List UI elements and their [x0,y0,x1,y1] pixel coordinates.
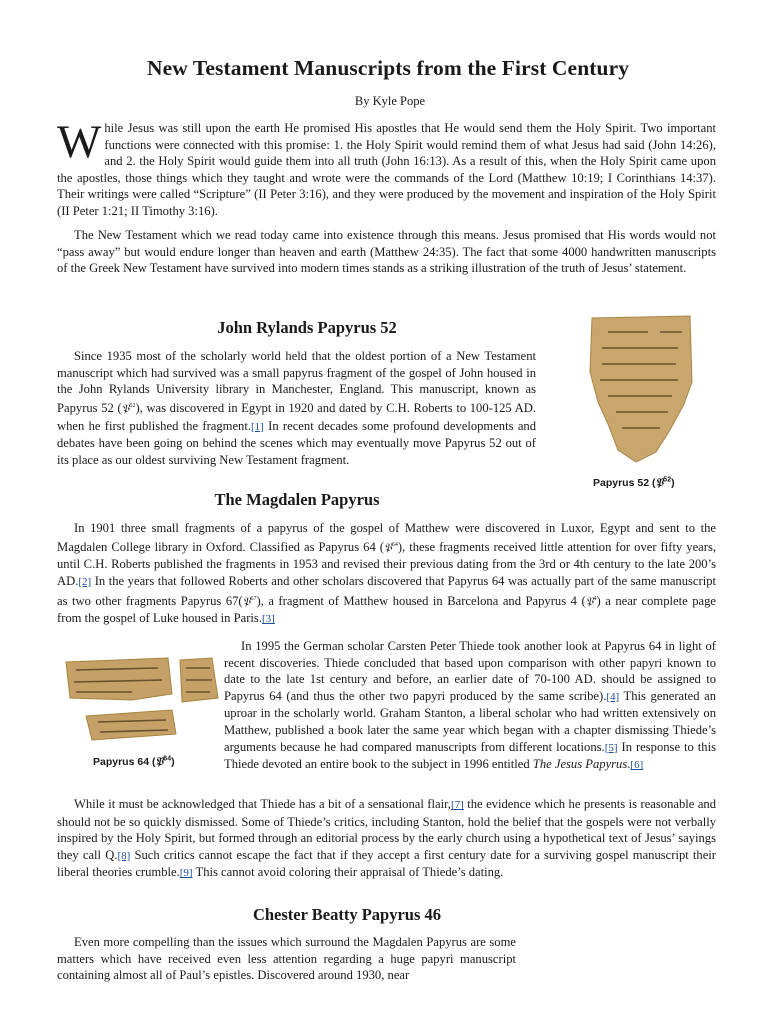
footnote-link-1[interactable]: [1] [250,420,264,433]
rylands-paragraph [57,348,536,468]
magdalen-p2-c: In response to this Thiede devoted an entire book to the subject in 1996 entitled [224,739,716,772]
papyrus-52-caption [593,476,675,490]
magdalen-p3-c: Such critics cannot escape the fact that if they accept a first century date for a surviving gospel manuscript their liberal theories crumble. [57,847,717,880]
magdalen-p1-c: In the years that followed Roberts and other scholars discovered that Papyrus 64 was actually part of the same manuscript as two other fragments Papyrus 67( [57,573,716,608]
footnote-link-7[interactable]: [7] [450,799,464,811]
papyrus-number: 67 [250,595,257,602]
author-byline: By Kyle Pope [354,94,426,108]
footnote-link-3[interactable]: [3] [261,613,275,626]
footnote-link-6[interactable]: [6] [630,759,644,772]
caption-52-number: 52 [663,476,672,484]
papyrus-symbol: 𝔓 [242,594,251,608]
caption-52-text: Papyrus 52 ( [593,477,656,489]
caption-64-symbol: 𝔓 [155,755,164,768]
magdalen-p2-b: This generated an uproar in the scholarly world. Graham Stanton, a liberal scholar who had written extensively on Matthew, published a book later the same year which began with a chapter dismissing Thiede’s arguments because he had compared manuscripts from different locations. [224,688,716,754]
caption-64-text: Papyrus 64 ( [93,756,156,768]
magdalen-p1-e: ) a near complete page from the gospel of Luke housed in Paris. [57,593,716,626]
document-title: New Testament Manuscripts from the First Century [146,56,630,80]
footnote-link-9[interactable]: [9] [179,867,193,880]
magdalen-p3-a: While it must be acknowledged that Thiede has a bit of a sensational flair, [74,797,451,811]
magdalen-p1-a: In 1901 three small fragments of a papyrus of the gospel of Matthew were discovered in Luxor, Egypt and sent to the Magdalen College library in Oxford. Classified as Papyrus 64 ( [57,521,716,554]
section-heading-rylands: John Rylands Papyrus 52 [217,318,397,337]
papyrus-symbol: 𝔓 [383,540,392,554]
papyrus-symbol: 𝔓 [585,594,594,608]
rylands-text-a: Since 1935 most of the scholarly world held that the oldest portion of a New Testament manuscript which had survived was a small papyrus fragment of the gospel of John housed in the John Rylands University library in Manchester, England. This manuscript, known as Papyrus 52 ( [57,349,536,415]
magdalen-p2-d: . [627,757,631,772]
rylands-text-b: ), was discovered in Egypt in 1920 and dated by C.H. Roberts to 100-125 AD. when he first published the fragment. [57,400,536,433]
papyrus-number: 4 [593,595,597,602]
magdalen-paragraph-3 [57,796,716,882]
footnote-link-2[interactable]: [2] [78,575,92,588]
papyrus-64-image [62,654,222,746]
footnote-link-8[interactable]: [8] [117,849,131,862]
intro-paragraph [57,116,716,220]
section-heading-magdalen: The Magdalen Papyrus [214,490,380,509]
magdalen-p3-b: the evidence which he presents is reasonable and should not be so quickly dismissed. Some of Thiede’s critics, including Stanton, hold the belief that the gospels were not verbally inspired by the Holy Spirit, but formed through an editorial process by the early church using a hypothetical text of Jesus’ sayings they call Q. [57,797,717,862]
papyrus-64-caption [93,755,175,769]
book-title: The Jesus Papyrus [532,757,628,772]
caption-64-close: ) [171,756,175,768]
rylands-text-c: In recent decades some profound developments and debates have been going on behind the scenes which may eventually move Papyrus 52 out of its place as our oldest surviving New Testament fragment. [57,418,536,467]
magdalen-p3-d: This cannot avoid coloring their appraisal of Thiede’s dating. [192,865,504,880]
magdalen-paragraph-2 [224,638,716,774]
papyrus-number: 52 [129,402,136,409]
magdalen-p2-a: In 1995 the German scholar Carsten Peter Thiede took another look at Papyrus 64 in light of recent discoveries. Thiede concluded that based upon comparison with other papyri known to date to the late 1st century and before, an earlier date of 70-100 AD. should be assigned to Papyrus 64 (and thus the other two papyri produced by the same scribe). [224,639,716,703]
paragraph-2: The New Testament which we read today came into existence through this means. Jesus promised that His words would not “pass away” but would endure longer than heaven and earth (Matthew 24:35). The fact that some 4000 handwritten manuscripts of the Greek New Testament have survived into modern times stands as a striking illustration of the truth of Jesus’ statement. [57,228,716,276]
caption-52-symbol: 𝔓 [655,476,664,489]
intro-text: hile Jesus was still upon the earth He promised His apostles that He would send them the Holy Spirit. Two important functions were connected with this promise: 1. the Holy Spirit would remind them of what Jesus had said (John 14:26), and 2. the Holy Spirit would guide them into all truth (John 16:13). As a result of this, when the Holy Spirit came upon the apostles, those things which they taught and wrote were the commands of the Lord (Matthew 10:19; I Corinthians 14:37). Their writings were called “Scripture” (II Peter 3:16), and they were produced by the movement and inspiration of the Holy Spirit (II Peter 1:21; II Timothy 3:16). [57,121,716,218]
beatty-paragraph: Even more compelling than the issues which surround the Magdalen Papyrus are some matters which have received even less attention regarding a huge papyri manuscript containing almost all of Paul’s epistles. Discovered around 1930, near [57,935,516,983]
caption-52-close: ) [671,477,675,489]
section-heading-beatty: Chester Beatty Papyrus 46 [252,905,442,924]
magdalen-p1-d: ), a fragment of Matthew housed in Barcelona and Papyrus 4 ( [256,593,586,608]
magdalen-paragraph-1 [57,520,716,628]
footnote-link-5[interactable]: [5] [604,741,618,754]
footnote-link-4[interactable]: [4] [606,690,620,703]
drop-cap: W [57,116,102,168]
magdalen-p1-b: ), these fragments received little attention for over fifty years, until C.H. Roberts published the fragments in 1953 and revised their previous dating from the 3rd or 4th century to the late 200’s AD. [57,539,716,588]
papyrus-symbol: 𝔓 [121,401,130,415]
papyrus-number: 64 [391,541,398,548]
papyrus-52-image [586,312,696,467]
caption-64-number: 64 [163,755,172,763]
